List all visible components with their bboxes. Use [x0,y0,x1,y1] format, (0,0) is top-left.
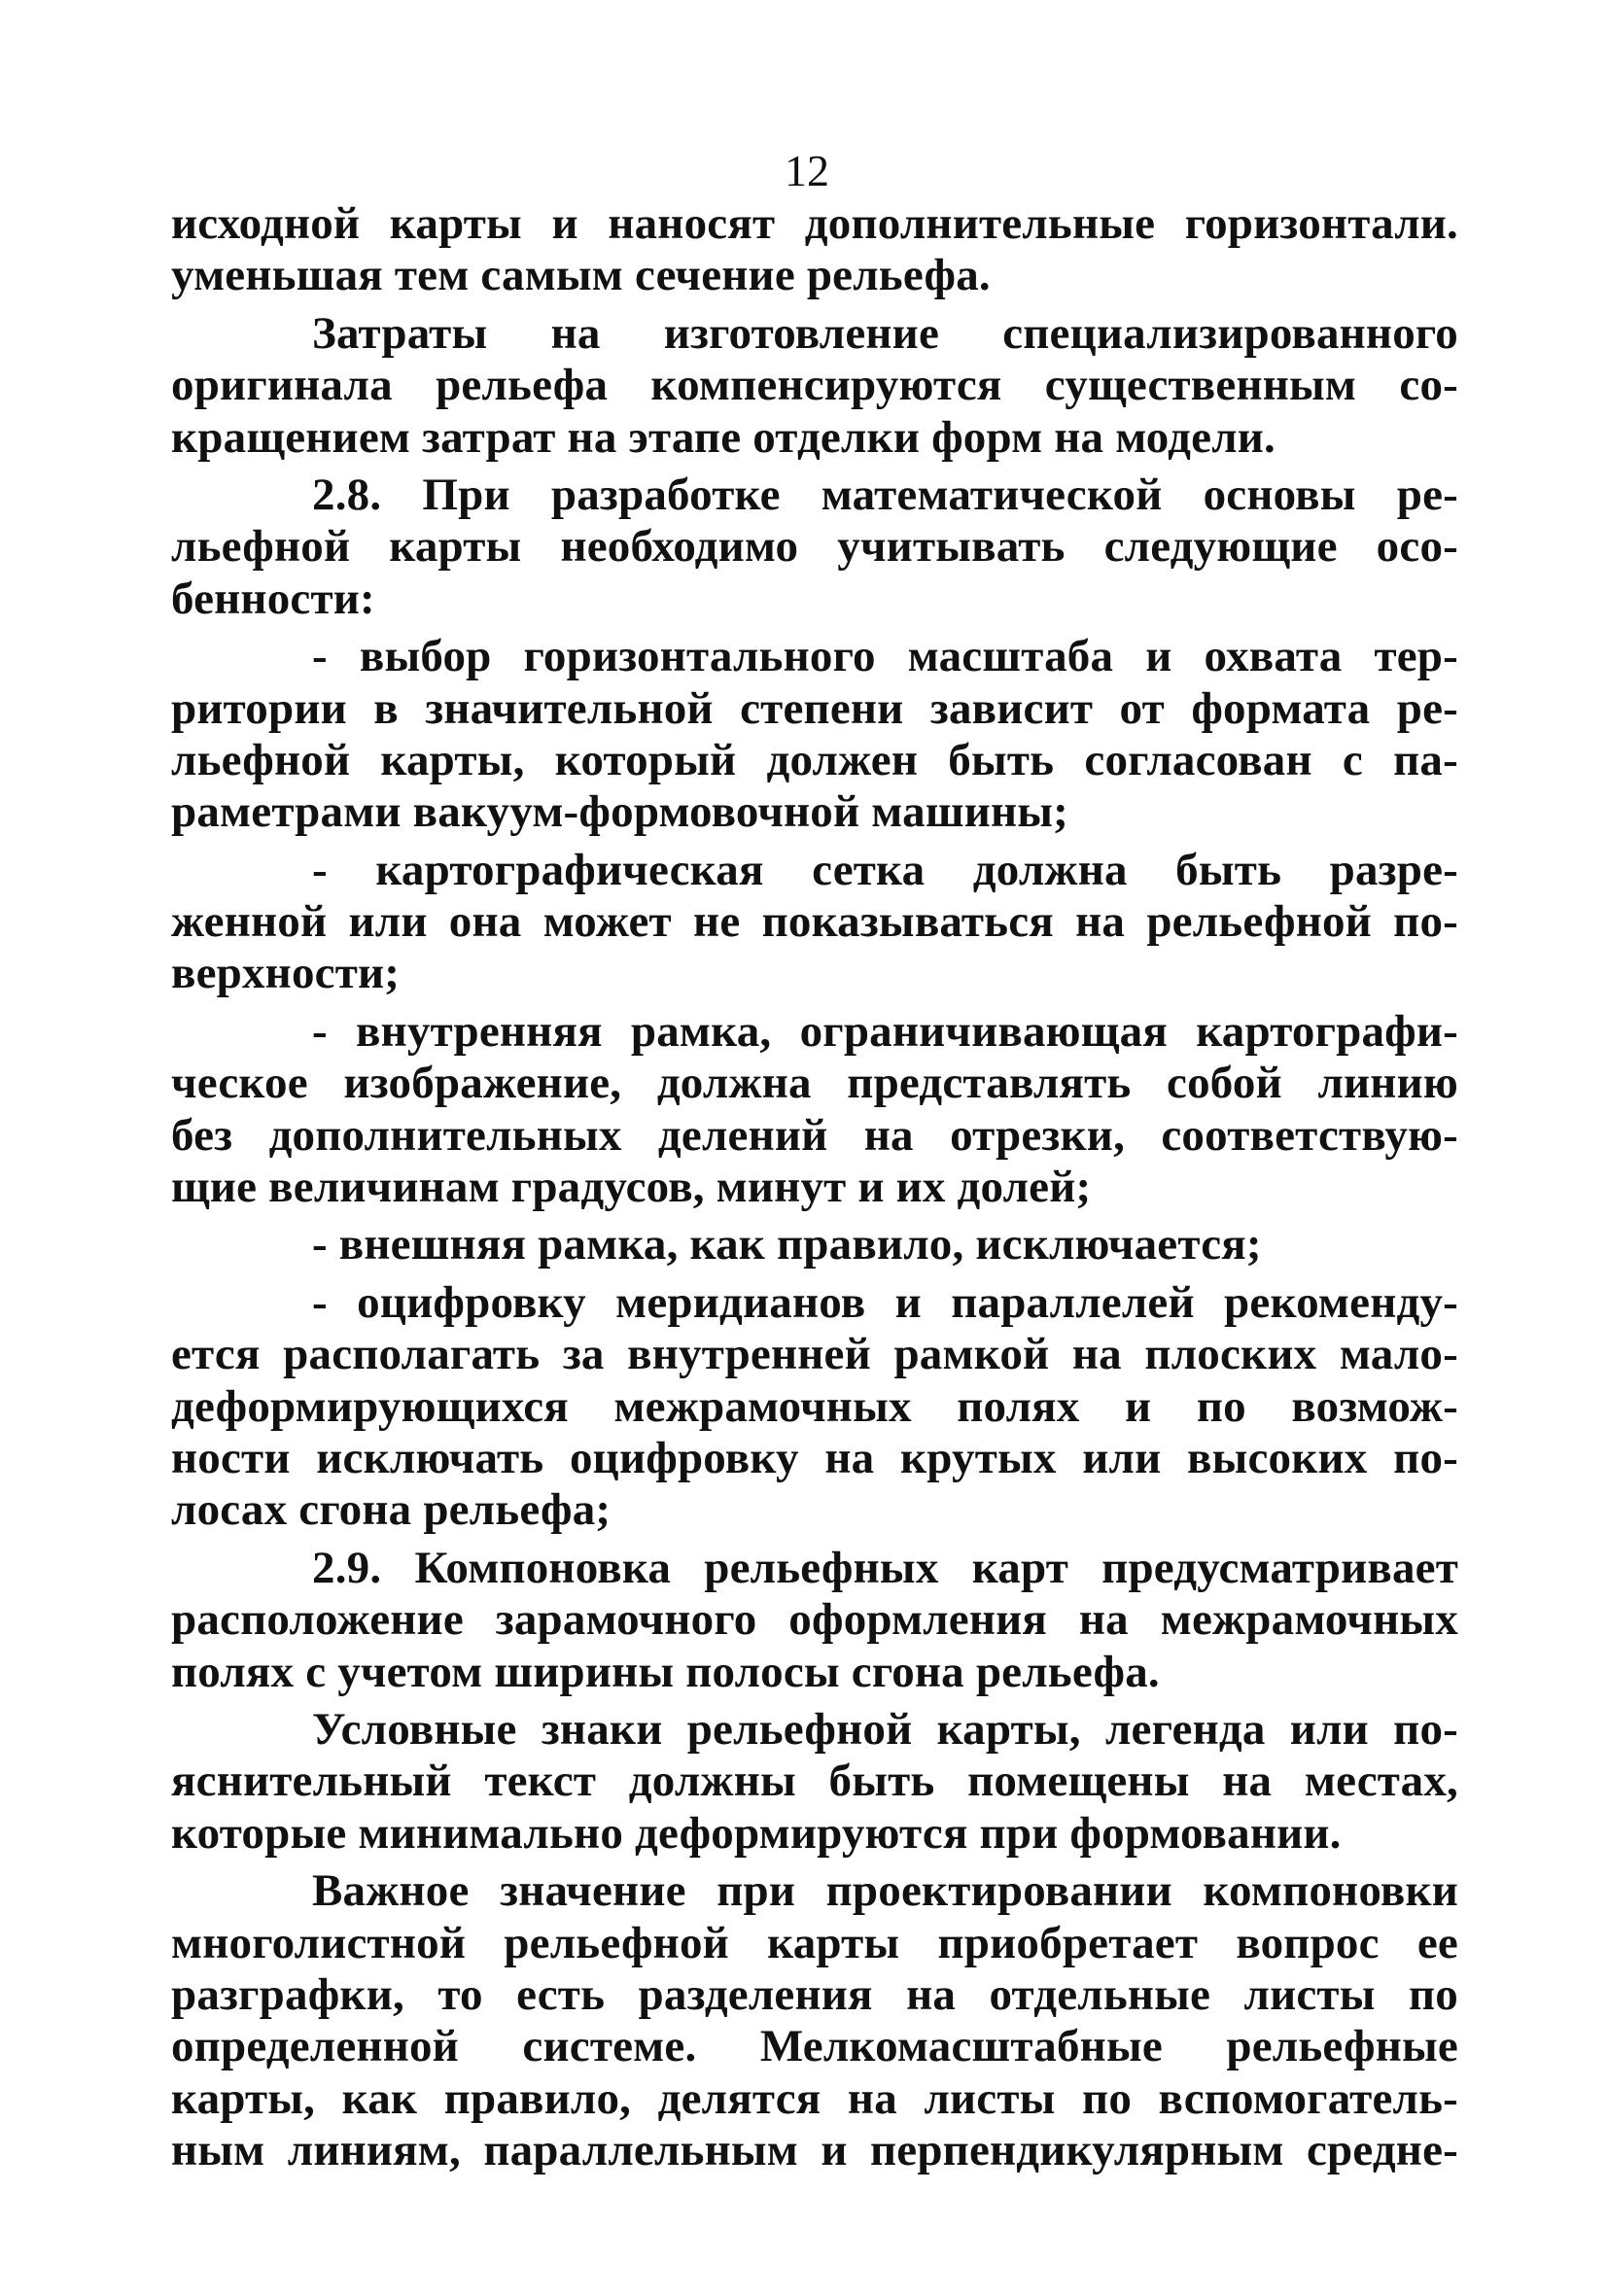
text-line: - выбор горизонтального масштаба и охвата тер- [312,631,1458,682]
text-line: исходной карты и наносят дополнительные горизонтали. [171,198,1458,249]
paragraph [171,308,1458,464]
text-line: щие величинам градусов, минут и их долей; [171,1162,1092,1213]
paragraph [171,1865,1458,2176]
text-line: раметрами вакуум-формовочной машины; [171,786,1069,838]
text-line: без дополнительных делений на отрезки, соответствую- [171,1109,1458,1161]
text-line: кращением затрат на этапе отделки форм на модели. [171,411,1276,463]
text-line: ется располагать за внутренней рамкой на плоских мало- [171,1329,1458,1380]
list-item [171,1219,1458,1270]
list-item [171,1277,1458,1537]
paragraph [171,1704,1458,1860]
text-line: - оцифровку меридианов и параллелей рекоменду- [312,1276,1458,1328]
text-line: - внутренняя рамка, ограничивающая картографи- [312,1005,1458,1057]
text-line: 2.9. Компоновка рельефных карт предусматривает [312,1542,1458,1593]
text-line: яснительный текст должны быть помещены на местах, [171,1756,1458,1807]
text-line: верхности; [171,948,401,999]
text-line: бенности: [171,573,375,624]
text-line: лосах сгона рельефа; [171,1484,612,1536]
text-line: деформирующихся межрамочных полях и по возмож- [171,1380,1458,1432]
list-item [171,631,1458,839]
text-line: расположение зарамочного оформления на межрамочных [171,1594,1458,1646]
text-line: полях с учетом ширины полосы сгона рельефа. [171,1646,1160,1697]
text-line: - картографическая сетка должна быть разре- [312,844,1458,895]
text-line: льефной карты необходимо учитывать следующие осо- [171,521,1458,573]
text-line: карты, как правило, делятся на листы по вспомогатель- [171,2072,1458,2124]
text-line: ности исключать оцифровку на крутых или высоких по- [171,1432,1458,1483]
text-line: Затраты на изготовление специализированного [312,307,1458,359]
text-line: 2.8. При разработке математической основы ре- [312,469,1458,520]
body-text [171,198,1458,2176]
text-line: определенной системе. Мелкомасштабные рельефные [171,2021,1458,2072]
text-line: разграфки, то есть разделения на отдельные листы по [171,1968,1458,2020]
paragraph [171,198,1458,302]
text-line: которые минимально деформируются при формовании. [171,1807,1342,1859]
list-item [171,845,1458,1000]
list-item [171,1006,1458,1214]
text-line: уменьшая тем самым сечение рельефа. [171,250,991,301]
paragraph [171,1543,1458,1698]
text-line: ритории в значительной степени зависит от формата ре- [171,682,1458,734]
paragraph [171,470,1458,625]
page-number: 12 [785,146,829,195]
text-line: - внешняя рамка, как правило, исключается; [312,1219,1262,1270]
text-line: льефной карты, который должен быть согласован с па- [171,734,1458,785]
text-line: Важное значение при проектировании компоновки [312,1865,1458,1917]
text-line: ным линиям, параллельным и перпендикулярным средне- [171,2125,1458,2176]
text-line: женной или она может не показываться на рельефной по- [171,896,1458,948]
text-line: ческое изображение, должна представлять собой линию [171,1058,1458,1109]
text-line: многолистной рельефной карты приобретает вопрос ее [171,1917,1458,1968]
text-line: Условные знаки рельефной карты, легенда или по- [312,1703,1458,1755]
text-line: оригинала рельефа компенсируются существенным со- [171,360,1458,411]
